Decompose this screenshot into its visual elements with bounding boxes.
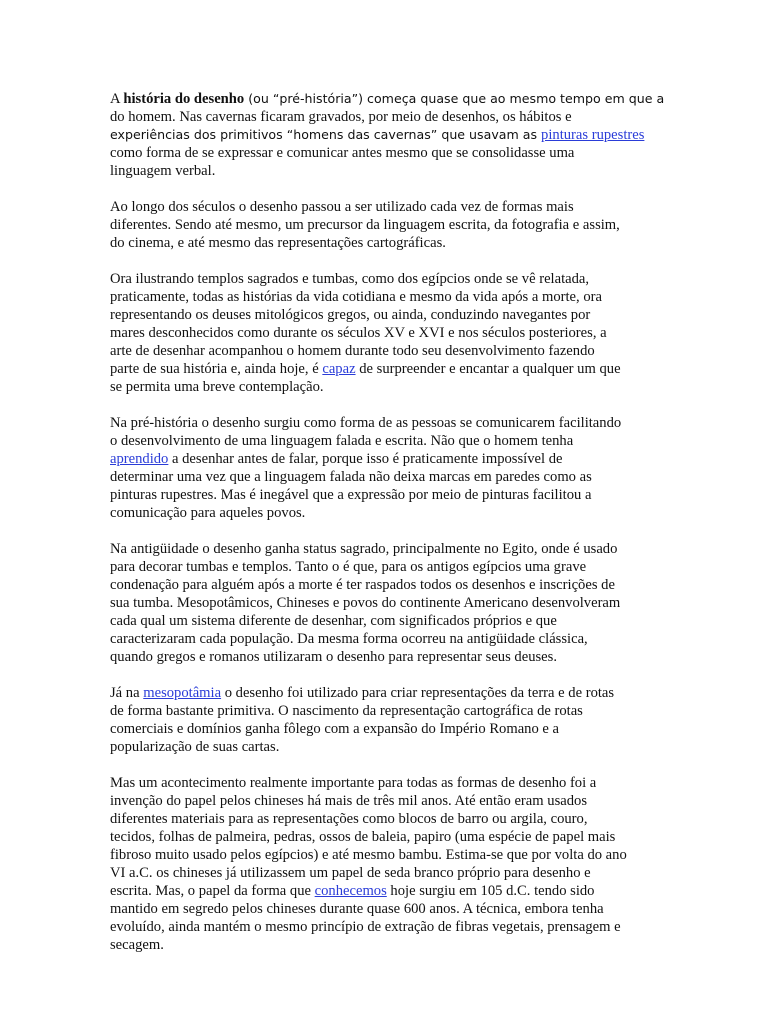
text: experiências dos primitivos “homens das cavernas” que usavam as — [110, 127, 542, 142]
text: caracterizaram cada população. Da mesma forma ocorreu na antigüidade clássica, — [110, 631, 588, 647]
text: para decorar tumbas e templos. Tanto o é que, para os antigos egípcios uma grave — [110, 559, 587, 575]
text: Já na — [110, 685, 144, 701]
text: do cinema, e até mesmo das representações cartográficas. — [110, 235, 446, 251]
text: sua tumba. Mesopotâmicos, Chineses e povos do continente Americano desenvolveram — [110, 595, 621, 611]
text: VI a.C. os chineses já utilizassem um papel de seda branco próprio para desenho e — [110, 865, 591, 881]
text: mares desconhecidos como durante os séculos XV e XVI e nos séculos posteriores, a — [110, 325, 607, 341]
text: parte de sua história e, ainda hoje, é — [110, 361, 323, 377]
paragraph-5 — [110, 540, 670, 666]
text: praticamente, todas as histórias da vida cotidiana e mesmo da vida após a morte, ora — [110, 289, 602, 305]
text: arte de desenhar acompanhou o homem durante todo seu desenvolvimento fazendo — [110, 343, 595, 359]
text: o desenvolvimento de uma linguagem falada e escrita. Não que o homem tenha — [110, 433, 574, 449]
text: Mas um acontecimento realmente importante para todas as formas de desenho foi a — [110, 775, 597, 791]
text: representando os deuses mitológicos gregos, ou ainda, conduzindo navegantes por — [110, 307, 591, 323]
text: tecidos, folhas de palmeira, pedras, ossos de baleia, papiro (uma espécie de papel mais — [110, 829, 616, 845]
link-mesopotamia[interactable]: mesopotâmia — [143, 685, 222, 701]
text: evoluído, ainda mantém o mesmo princípio de extração de fibras vegetais, prensagem e — [110, 919, 621, 935]
paragraph-4 — [110, 414, 670, 522]
text: (ou “pré-história”) começa quase que ao mesmo tempo em que a — [244, 91, 665, 106]
text: Ao longo dos séculos o desenho passou a ser utilizado cada vez de formas mais — [110, 199, 574, 215]
text: condenação para alguém após a morte é ter raspados todos os desenhos e inscrições de — [110, 577, 615, 593]
text: Na pré-história o desenho surgiu como forma de as pessoas se comunicarem facilitando — [110, 415, 622, 431]
text: comerciais e domínios ganha fôlego com a expansão do Império Romano e a — [110, 721, 560, 737]
text: quando gregos e romanos utilizaram o desenho para representar seus deuses. — [110, 649, 557, 665]
document-body — [110, 90, 670, 972]
text: pinturas rupestres. Mas é inegável que a expressão por meio de pinturas facilitou a — [110, 487, 592, 503]
text: determinar uma vez que a linguagem falada não deixa marcas em paredes como as — [110, 469, 592, 485]
paragraph-2 — [110, 198, 670, 252]
text: se permita uma breve contemplação. — [110, 379, 324, 395]
bold-term: história do desenho — [123, 91, 245, 107]
paragraph-3 — [110, 270, 670, 396]
text: de surpreender e encantar a qualquer um que — [355, 361, 621, 377]
text: invenção do papel pelos chineses há mais de três mil anos. Até então eram usados — [110, 793, 587, 809]
paragraph-7 — [110, 774, 670, 954]
text: como forma de se expressar e comunicar antes mesmo que se consolidasse uma — [110, 145, 575, 161]
text: diferentes materiais para as representações como blocos de barro ou argila, couro, — [110, 811, 588, 827]
text: A — [110, 91, 124, 107]
text: cada qual um sistema diferente de desenhar, com significados próprios e que — [110, 613, 557, 629]
text: a desenhar antes de falar, porque isso é praticamente impossível de — [168, 451, 563, 467]
link-capaz[interactable]: capaz — [322, 361, 356, 377]
text: de forma bastante primitiva. O nascimento da representação cartográfica de rotas — [110, 703, 583, 719]
text: linguagem verbal. — [110, 163, 216, 179]
text: Ora ilustrando templos sagrados e tumbas, como dos egípcios onde se vê relatada, — [110, 271, 590, 287]
link-pinturas-rupestres[interactable]: pinturas rupestres — [541, 127, 645, 143]
paragraph-1 — [110, 90, 670, 180]
text: escrita. Mas, o papel da forma que — [110, 883, 315, 899]
paragraph-6 — [110, 684, 670, 756]
text: popularização de suas cartas. — [110, 739, 280, 755]
text: fibroso muito usado pelos egípcios) e até mesmo bambu. Estima-se que por volta do ano — [110, 847, 627, 863]
text: diferentes. Sendo até mesmo, um precursor da linguagem escrita, da fotografia e assim, — [110, 217, 620, 233]
text: o desenho foi utilizado para criar representações da terra e de rotas — [221, 685, 615, 701]
text: do homem. Nas cavernas ficaram gravados, por meio de desenhos, os hábitos e — [110, 109, 572, 125]
text: comunicação para aqueles povos. — [110, 505, 306, 521]
text: secagem. — [110, 937, 164, 953]
link-aprendido[interactable]: aprendido — [110, 451, 169, 467]
text: mantido em segredo pelos chineses durante quase 600 anos. A técnica, embora tenha — [110, 901, 604, 917]
link-conhecemos[interactable]: conhecemos — [314, 883, 387, 899]
text: hoje surgiu em 105 d.C. tendo sido — [386, 883, 595, 899]
text: Na antigüidade o desenho ganha status sagrado, principalmente no Egito, onde é usado — [110, 541, 618, 557]
